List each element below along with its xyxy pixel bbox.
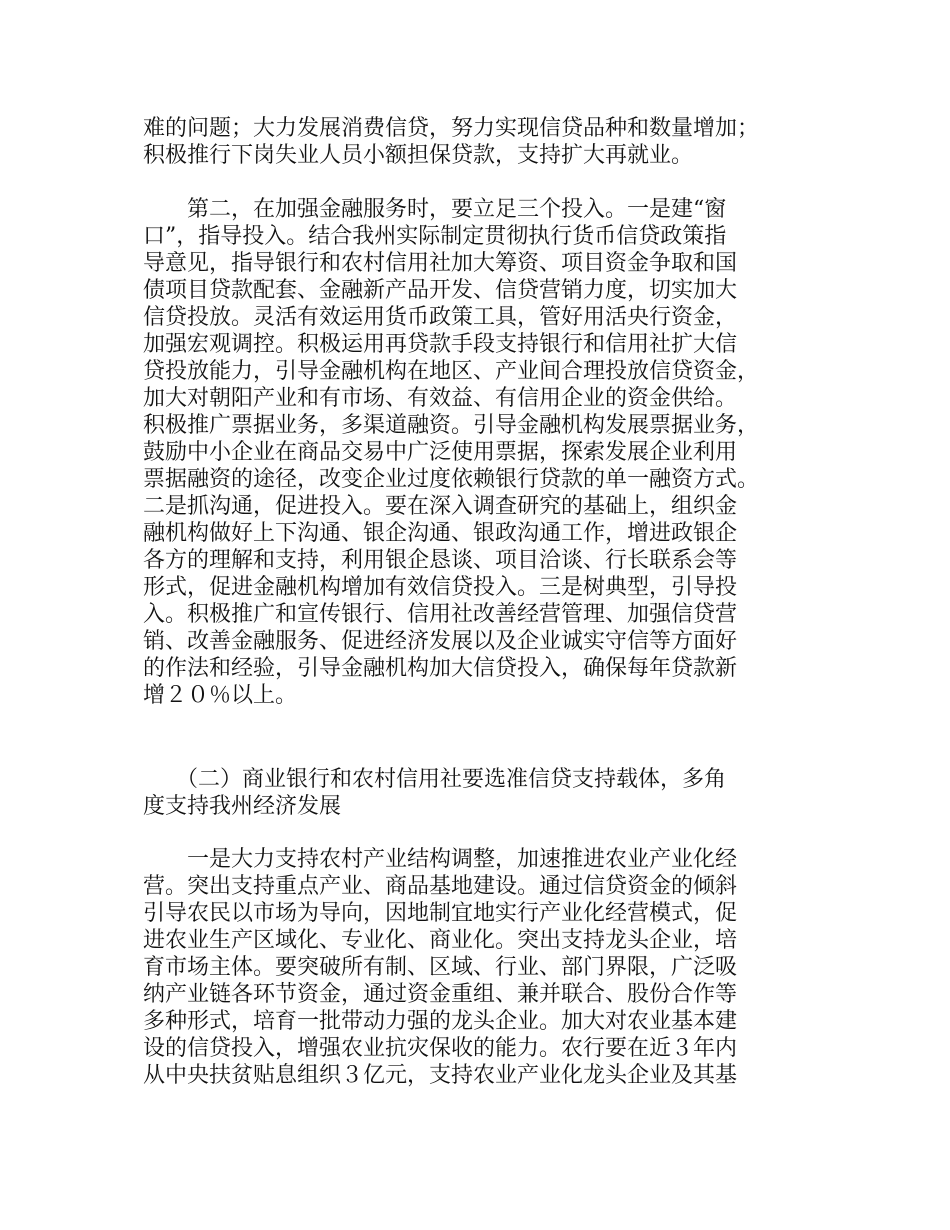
text-line: 进农业生产区域化、专业化、商业化。突出支持龙头企业，培 bbox=[143, 928, 738, 953]
text-line: 第二，在加强金融服务时，要立足三个投入。一是建“窗 bbox=[143, 197, 727, 222]
text-line: 引导农民以市场为导向，因地制宜地实行产业化经营模式，促 bbox=[143, 901, 738, 926]
text-line: 纳产业链各环节资金，通过资金重组、兼并联合、股份合作等 bbox=[143, 982, 738, 1007]
text-line: 销、改善金融服务、促进经济发展以及企业诚实守信等方面好 bbox=[143, 629, 738, 654]
text-line: 贷投放能力，引导金融机构在地区、产业间合理投放信贷资金， bbox=[143, 359, 760, 384]
section-heading bbox=[143, 766, 726, 820]
text-line: 各方的理解和支持，利用银企恳谈、项目洽谈、行长联系会等 bbox=[143, 548, 738, 573]
text-line: 设的信贷投入，增强农业抗灾保收的能力。农行要在近３年内 bbox=[143, 1036, 738, 1061]
text-line: 的作法和经验，引导金融机构加大信贷投入，确保每年贷款新 bbox=[143, 656, 738, 681]
text-line: 口”，指导投入。结合我州实际制定贯彻执行货币信贷政策指 bbox=[143, 224, 727, 249]
text-line: 积极推行下岗失业人员小额担保贷款，支持扩大再就业。 bbox=[143, 143, 694, 168]
text-line: （二）商业银行和农村信用社要选准信贷支持载体，多角 bbox=[143, 767, 727, 792]
text-line: 一是大力支持农村产业结构调整，加速推进农业产业化经 bbox=[143, 847, 738, 872]
text-line: 信贷投放。灵活有效运用货币政策工具，管好用活央行资金， bbox=[143, 305, 738, 330]
text-line: 入。积极推广和宣传银行、信用社改善经营管理、加强信贷营 bbox=[143, 602, 738, 627]
text-line: 从中央扶贫贴息组织３亿元，支持农业产业化龙头企业及其基 bbox=[143, 1063, 738, 1088]
text-line: 票据融资的途径，改变企业过度依赖银行贷款的单一融资方式。 bbox=[143, 467, 760, 492]
text-line: 增２０％以上。 bbox=[143, 683, 298, 708]
paragraph-2 bbox=[143, 196, 759, 709]
text-line: 难的问题；大力发展消费信贷，努力实现信贷品种和数量增加； bbox=[143, 116, 760, 141]
text-line: 多种形式，培育一批带动力强的龙头企业。加大对农业基本建 bbox=[143, 1009, 738, 1034]
text-line: 鼓励中小企业在商品交易中广泛使用票据，探索发展企业利用 bbox=[143, 440, 738, 465]
text-line: 积极推广票据业务，多渠道融资。引导金融机构发展票据业务， bbox=[143, 413, 760, 438]
text-line: 育市场主体。要突破所有制、区域、行业、部门界限，广泛吸 bbox=[143, 955, 738, 980]
text-line: 导意见，指导银行和农村信用社加大筹资、项目资金争取和国 bbox=[143, 251, 738, 276]
paragraph-4 bbox=[143, 846, 737, 1089]
text-line: 债项目贷款配套、金融新产品开发、信贷营销力度，切实加大 bbox=[143, 278, 738, 303]
paragraph-1 bbox=[143, 115, 759, 169]
text-line: 加大对朝阳产业和有市场、有效益、有信用企业的资金供给。 bbox=[143, 386, 738, 411]
text-line: 二是抓沟通，促进投入。要在深入调查研究的基础上，组织金 bbox=[143, 494, 738, 519]
text-line: 加强宏观调控。积极运用再贷款手段支持银行和信用社扩大信 bbox=[143, 332, 738, 357]
text-line: 融机构做好上下沟通、银企沟通、银政沟通工作，增进政银企 bbox=[143, 521, 738, 546]
text-line: 营。突出支持重点产业、商品基地建设。通过信贷资金的倾斜 bbox=[143, 874, 738, 899]
text-line: 形式，促进金融机构增加有效信贷投入。三是树典型，引导投 bbox=[143, 575, 738, 600]
text-line: 度支持我州经济发展 bbox=[143, 794, 342, 819]
